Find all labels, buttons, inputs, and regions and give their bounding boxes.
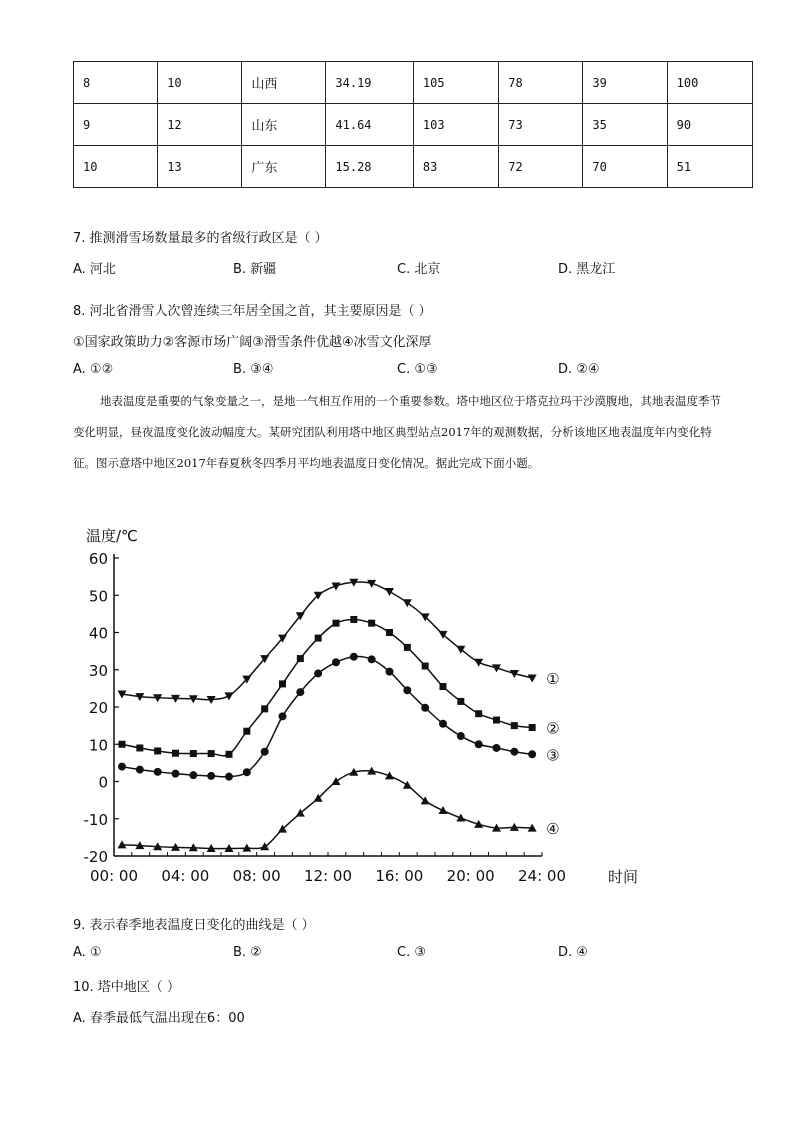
q8-option-a: A. ①②	[73, 362, 114, 377]
q10-option-a: A. 春季最低气温出现在6：00	[73, 1011, 245, 1026]
data-point	[457, 732, 465, 740]
q9-option-a: A. ①	[73, 945, 102, 960]
data-point	[474, 659, 483, 667]
data-point	[154, 768, 162, 776]
x-axis-label: 时间	[608, 868, 639, 886]
table-cell: 10	[74, 146, 158, 188]
series-label: ④	[546, 820, 560, 839]
table-cell: 13	[158, 146, 242, 188]
q8-option-c: C. ①③	[397, 362, 438, 377]
y-axis-label: 温度/℃	[86, 527, 138, 545]
q10-stem: 10. 塔中地区（ ）	[73, 980, 180, 995]
table-row	[74, 62, 753, 104]
data-point	[511, 722, 518, 729]
series-line-1	[122, 582, 532, 700]
data-point	[225, 773, 233, 781]
q9-option-b: B. ②	[233, 945, 262, 960]
table-cell: 12	[158, 104, 242, 146]
table-cell: 70	[583, 146, 667, 188]
x-tick-label: 24: 00	[518, 867, 566, 885]
y-tick-label: 0	[98, 773, 108, 792]
q7-option-a: A. 河北	[73, 262, 116, 277]
q8-option-d: D. ②④	[558, 362, 600, 377]
data-point	[475, 710, 482, 717]
q9-option-c: C. ③	[397, 945, 426, 960]
table-cell: 9	[74, 104, 158, 146]
data-point	[368, 655, 376, 663]
table-cell: 8	[74, 62, 158, 104]
data-point	[243, 768, 251, 776]
table-cell: 72	[499, 146, 583, 188]
table-row	[74, 146, 753, 188]
data-point	[315, 635, 322, 642]
table-cell: 90	[667, 104, 752, 146]
data-point	[118, 763, 126, 771]
data-point	[190, 750, 197, 757]
temperature-chart	[80, 525, 640, 895]
table-cell: 34.19	[326, 62, 414, 104]
data-point	[297, 655, 304, 662]
y-tick-label: 20	[88, 699, 108, 717]
table-cell: 51	[667, 146, 752, 188]
y-tick-label: 50	[88, 587, 108, 606]
table-cell: 15.28	[326, 146, 414, 188]
data-point	[189, 771, 197, 779]
x-tick-label: 12: 00	[304, 867, 352, 885]
y-tick-label: 30	[88, 661, 108, 680]
x-tick-label: 00: 00	[90, 867, 138, 885]
data-point	[528, 674, 537, 682]
table-cell: 78	[499, 62, 583, 104]
data-point	[404, 644, 411, 651]
q7-option-d: D. 黑龙江	[558, 262, 616, 277]
table-row	[74, 104, 753, 146]
q9-stem: 9. 表示春季地表温度日变化的曲线是（ ）	[73, 918, 315, 933]
data-point	[439, 720, 447, 728]
data-point	[332, 777, 341, 785]
series-line-2	[122, 619, 532, 755]
data-point	[261, 748, 269, 756]
table-cell: 41.64	[326, 104, 414, 146]
x-tick-label: 08: 00	[232, 867, 281, 885]
data-point	[439, 806, 448, 814]
data-point	[136, 766, 144, 774]
series-label: ③	[546, 746, 560, 765]
data-point	[260, 842, 269, 850]
table-cell: 10	[158, 62, 242, 104]
data-point	[154, 747, 161, 754]
data-point	[385, 588, 394, 596]
data-point	[243, 728, 250, 735]
q8-stem: 8. 河北省滑雪人次曾连续三年居全国之首，其主要原因是（ ）	[73, 304, 432, 319]
series-line-3	[122, 657, 532, 777]
table-cell: 35	[583, 104, 667, 146]
q9-option-d: D. ④	[558, 945, 588, 960]
passage-text: 地表温度是重要的气象变量之一，是地一气相互作用的一个重要参数。塔中地区位于塔克拉玛干沙漠腹地，其地表温度季节变化明显，昼夜温度变化波动幅度大。某研究团队利用塔中地区典型站点2017年的观测数据，分析该地区地表温度年内变化特征。图示意塔中地区2017年春夏秋冬四季月平均地表温度日变化情况。据此完成下面小题。	[73, 394, 721, 470]
data-table	[73, 61, 753, 188]
table-cell: 105	[413, 62, 498, 104]
data-point	[279, 712, 287, 720]
data-point	[403, 599, 412, 607]
table-cell: 山西	[242, 62, 326, 104]
data-point	[493, 744, 501, 752]
data-point	[119, 741, 126, 748]
q7-stem: 7. 推测滑雪场数量最多的省级行政区是（ ）	[73, 231, 328, 246]
data-point	[296, 688, 304, 696]
data-point	[333, 620, 340, 627]
data-point	[422, 663, 429, 670]
table-cell: 100	[667, 62, 752, 104]
q7-option-c: C. 北京	[397, 262, 441, 277]
data-point	[475, 740, 483, 748]
data-point	[172, 770, 180, 778]
data-point	[332, 658, 340, 666]
data-point	[510, 748, 518, 756]
data-point	[368, 620, 375, 627]
data-point	[386, 668, 394, 676]
data-point	[279, 680, 286, 687]
q8-items: ①国家政策助力②客源市场广阔③滑雪条件优越④冰雪文化深厚	[73, 335, 432, 350]
data-point	[350, 616, 357, 623]
table-cell: 39	[583, 62, 667, 104]
series-label: ②	[546, 719, 560, 738]
data-point	[172, 750, 179, 757]
data-point	[226, 751, 233, 758]
data-point	[136, 744, 143, 751]
x-tick-label: 16: 00	[375, 867, 424, 885]
series-label: ①	[546, 669, 560, 688]
data-point	[529, 724, 536, 731]
y-tick-label: 60	[88, 550, 108, 568]
series-line-4	[122, 771, 532, 849]
passage	[73, 386, 723, 479]
y-tick-label: -20	[83, 848, 108, 866]
x-tick-label: 20: 00	[446, 867, 495, 885]
data-point	[528, 750, 536, 758]
data-point	[314, 669, 322, 677]
x-tick-label: 04: 00	[161, 867, 210, 885]
data-point	[208, 750, 215, 757]
data-point	[403, 686, 411, 694]
y-tick-label: 40	[88, 624, 108, 643]
table-cell: 73	[499, 104, 583, 146]
data-point	[457, 698, 464, 705]
data-point	[350, 653, 358, 661]
data-point	[421, 704, 429, 712]
y-tick-label: 10	[88, 736, 108, 755]
table-cell: 山东	[242, 104, 326, 146]
data-point	[261, 705, 268, 712]
table-cell: 83	[413, 146, 498, 188]
data-point	[225, 692, 234, 700]
table-cell: 103	[413, 104, 498, 146]
y-tick-label: -10	[83, 810, 108, 829]
table-cell: 广东	[242, 146, 326, 188]
data-point	[403, 781, 412, 789]
data-point	[493, 717, 500, 724]
q8-option-b: B. ③④	[233, 362, 274, 377]
data-point	[440, 683, 447, 690]
q7-option-b: B. 新疆	[233, 262, 277, 277]
data-point	[207, 772, 215, 780]
data-point	[386, 629, 393, 636]
